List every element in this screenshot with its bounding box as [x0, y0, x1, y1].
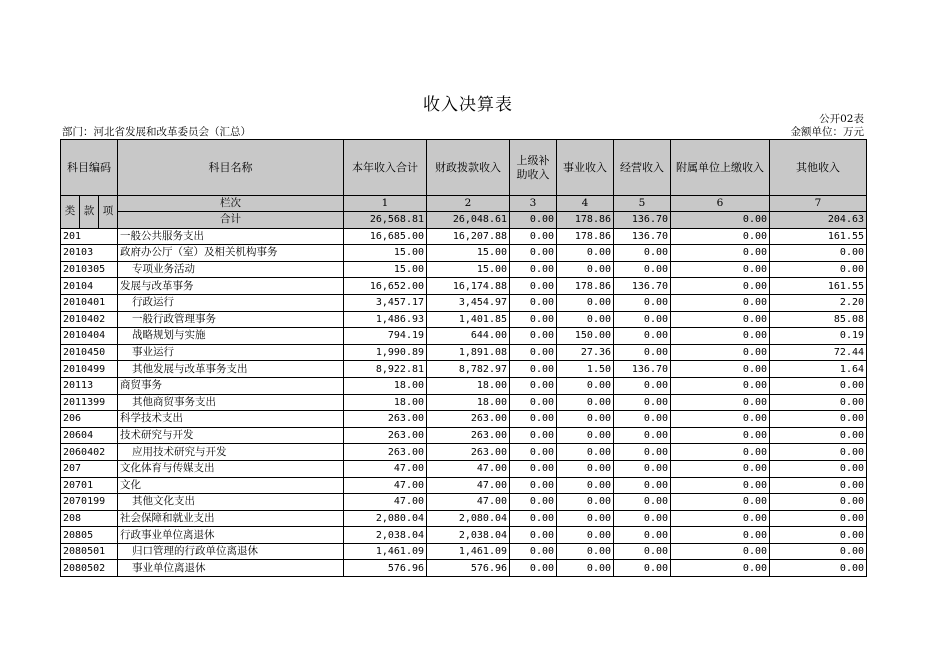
table-row	[61, 394, 867, 411]
row-value: 3,457.17	[344, 294, 427, 311]
row-value: 0.00	[510, 344, 557, 361]
row-value: 0.00	[614, 245, 671, 262]
row-value: 0.00	[671, 444, 770, 461]
table-row	[61, 228, 867, 245]
row-value: 263.00	[344, 411, 427, 428]
row-value: 0.00	[557, 510, 614, 527]
row-value: 0.00	[671, 411, 770, 428]
row-value: 0.00	[671, 494, 770, 511]
row-code: 20104	[61, 278, 118, 295]
row-value: 1,401.85	[427, 311, 510, 328]
row-value: 0.00	[671, 427, 770, 444]
row-name: 事业单位离退休	[118, 560, 344, 577]
row-code: 20701	[61, 477, 118, 494]
row-value: 0.00	[510, 494, 557, 511]
row-value: 1,486.93	[344, 311, 427, 328]
row-code: 2010404	[61, 328, 118, 345]
col-num: 1	[344, 196, 427, 212]
row-value: 0.00	[770, 477, 867, 494]
row-value: 0.00	[510, 427, 557, 444]
department-label: 部门：河北省发展和改革委员会（汇总）	[62, 126, 251, 138]
row-value: 0.00	[557, 444, 614, 461]
table-row	[61, 411, 867, 428]
row-name: 一般公共服务支出	[118, 228, 344, 245]
row-value: 1,891.08	[427, 344, 510, 361]
header-col5: 经营收入	[614, 140, 671, 196]
row-value: 15.00	[344, 261, 427, 278]
row-value: 644.00	[427, 328, 510, 345]
row-code: 2080501	[61, 543, 118, 560]
row-value: 0.00	[557, 294, 614, 311]
col-num: 3	[510, 196, 557, 212]
row-code: 2060402	[61, 444, 118, 461]
row-code: 2010305	[61, 261, 118, 278]
row-value: 0.00	[671, 245, 770, 262]
header-col4: 事业收入	[557, 140, 614, 196]
row-value: 15.00	[344, 245, 427, 262]
col-num: 7	[770, 196, 867, 212]
row-value: 0.00	[671, 394, 770, 411]
row-value: 0.00	[770, 510, 867, 527]
row-value: 0.00	[671, 311, 770, 328]
row-value: 0.00	[671, 560, 770, 577]
row-value: 0.00	[614, 477, 671, 494]
table-row	[61, 543, 867, 560]
row-code: 206	[61, 411, 118, 428]
row-value: 1,990.89	[344, 344, 427, 361]
header-col6: 附属单位上缴收入	[671, 140, 770, 196]
row-value: 0.00	[557, 261, 614, 278]
row-name: 政府办公厅（室）及相关机构事务	[118, 245, 344, 262]
row-value: 0.00	[510, 228, 557, 245]
row-value: 0.00	[671, 477, 770, 494]
row-value: 18.00	[427, 377, 510, 394]
row-code: 207	[61, 460, 118, 477]
row-value: 263.00	[427, 444, 510, 461]
row-value: 0.00	[770, 460, 867, 477]
row-name: 应用技术研究与开发	[118, 444, 344, 461]
total-label: 合计	[118, 212, 344, 229]
row-name: 文化体育与传媒支出	[118, 460, 344, 477]
row-value: 0.00	[770, 444, 867, 461]
row-value: 0.00	[510, 411, 557, 428]
row-value: 15.00	[427, 261, 510, 278]
row-code: 208	[61, 510, 118, 527]
total-value: 0.00	[671, 212, 770, 229]
total-value: 178.86	[557, 212, 614, 229]
row-code: 201	[61, 228, 118, 245]
row-value: 0.00	[614, 344, 671, 361]
row-name: 发展与改革事务	[118, 278, 344, 295]
row-value: 150.00	[557, 328, 614, 345]
table-row	[61, 560, 867, 577]
row-value: 0.00	[671, 261, 770, 278]
row-value: 0.00	[614, 261, 671, 278]
table-row	[61, 510, 867, 527]
row-name: 行政事业单位离退休	[118, 527, 344, 544]
row-value: 47.00	[344, 460, 427, 477]
row-value: 0.00	[770, 427, 867, 444]
row-value: 794.19	[344, 328, 427, 345]
row-value: 0.00	[557, 460, 614, 477]
col-num: 4	[557, 196, 614, 212]
row-value: 47.00	[427, 494, 510, 511]
row-value: 2,038.04	[427, 527, 510, 544]
row-value: 0.00	[770, 394, 867, 411]
row-code: 2010401	[61, 294, 118, 311]
row-value: 0.00	[557, 527, 614, 544]
row-value: 0.00	[510, 444, 557, 461]
row-value: 0.00	[510, 510, 557, 527]
total-value: 26,048.61	[427, 212, 510, 229]
row-value: 0.00	[614, 494, 671, 511]
row-value: 576.96	[427, 560, 510, 577]
row-value: 0.00	[671, 527, 770, 544]
row-value: 0.00	[614, 394, 671, 411]
header-col7: 其他收入	[770, 140, 867, 196]
total-value: 204.63	[770, 212, 867, 229]
row-value: 136.70	[614, 361, 671, 378]
row-value: 0.00	[671, 543, 770, 560]
row-value: 178.86	[557, 228, 614, 245]
row-value: 15.00	[427, 245, 510, 262]
row-value: 0.00	[510, 460, 557, 477]
row-value: 0.00	[770, 377, 867, 394]
row-value: 178.86	[557, 278, 614, 295]
row-code: 2010450	[61, 344, 118, 361]
row-code: 20103	[61, 245, 118, 262]
table-row	[61, 344, 867, 361]
row-value: 0.00	[671, 328, 770, 345]
row-value: 136.70	[614, 228, 671, 245]
row-value: 0.00	[510, 245, 557, 262]
row-code: 2070199	[61, 494, 118, 511]
row-value: 0.00	[614, 527, 671, 544]
row-value: 0.00	[510, 527, 557, 544]
row-value: 0.00	[510, 361, 557, 378]
table-row	[61, 477, 867, 494]
row-value: 18.00	[344, 377, 427, 394]
row-value: 0.00	[614, 377, 671, 394]
table-row	[61, 261, 867, 278]
row-name: 技术研究与开发	[118, 427, 344, 444]
col-num: 6	[671, 196, 770, 212]
row-value: 0.00	[671, 361, 770, 378]
row-value: 0.00	[557, 245, 614, 262]
row-value: 0.00	[557, 394, 614, 411]
row-value: 8,922.81	[344, 361, 427, 378]
total-value: 26,568.81	[344, 212, 427, 229]
header-col3: 上级补助收入	[510, 140, 557, 196]
row-value: 0.00	[614, 444, 671, 461]
unit-label: 金额单位：万元	[790, 126, 864, 138]
row-value: 0.00	[770, 245, 867, 262]
row-value: 2,080.04	[427, 510, 510, 527]
row-value: 0.00	[614, 311, 671, 328]
row-value: 0.00	[770, 411, 867, 428]
header-kuan: 款	[80, 196, 99, 229]
row-value: 3,454.97	[427, 294, 510, 311]
row-name: 归口管理的行政单位离退休	[118, 543, 344, 560]
row-value: 0.00	[770, 527, 867, 544]
row-value: 263.00	[344, 444, 427, 461]
row-value: 0.00	[510, 261, 557, 278]
row-value: 0.00	[671, 510, 770, 527]
row-value: 576.96	[344, 560, 427, 577]
row-value: 0.00	[671, 377, 770, 394]
header-code: 科目编码	[61, 140, 118, 196]
row-value: 136.70	[614, 278, 671, 295]
row-value: 18.00	[344, 394, 427, 411]
row-value: 8,782.97	[427, 361, 510, 378]
col-num: 5	[614, 196, 671, 212]
row-value: 0.00	[557, 411, 614, 428]
table-row	[61, 460, 867, 477]
row-value: 0.00	[557, 494, 614, 511]
row-value: 16,652.00	[344, 278, 427, 295]
table-row	[61, 377, 867, 394]
row-code: 2080502	[61, 560, 118, 577]
table-row	[61, 427, 867, 444]
row-value: 16,174.88	[427, 278, 510, 295]
row-value: 161.55	[770, 278, 867, 295]
row-value: 263.00	[344, 427, 427, 444]
table-row	[61, 311, 867, 328]
row-value: 0.00	[557, 427, 614, 444]
row-code: 20805	[61, 527, 118, 544]
row-value: 18.00	[427, 394, 510, 411]
col-num: 2	[427, 196, 510, 212]
header-name: 科目名称	[118, 140, 344, 196]
row-value: 0.00	[614, 411, 671, 428]
row-value: 0.00	[770, 261, 867, 278]
row-value: 0.00	[510, 294, 557, 311]
row-name: 其他文化支出	[118, 494, 344, 511]
row-name: 科学技术支出	[118, 411, 344, 428]
header-col1: 本年收入合计	[344, 140, 427, 196]
row-name: 社会保障和就业支出	[118, 510, 344, 527]
income-table	[60, 139, 867, 577]
total-row	[61, 212, 867, 229]
table-row	[61, 527, 867, 544]
row-value: 0.00	[510, 394, 557, 411]
row-value: 0.00	[510, 311, 557, 328]
row-value: 0.00	[614, 510, 671, 527]
row-value: 0.00	[671, 278, 770, 295]
header-lanci: 栏次	[118, 196, 344, 212]
row-value: 47.00	[427, 477, 510, 494]
row-name: 其他商贸事务支出	[118, 394, 344, 411]
row-name: 事业运行	[118, 344, 344, 361]
row-value: 1.64	[770, 361, 867, 378]
row-value: 0.00	[671, 344, 770, 361]
table-row	[61, 444, 867, 461]
table-row	[61, 361, 867, 378]
total-value: 0.00	[510, 212, 557, 229]
row-value: 0.00	[614, 294, 671, 311]
row-value: 85.08	[770, 311, 867, 328]
row-value: 0.00	[614, 543, 671, 560]
row-code: 2010402	[61, 311, 118, 328]
row-value: 263.00	[427, 411, 510, 428]
row-value: 0.00	[671, 294, 770, 311]
row-code: 2011399	[61, 394, 118, 411]
row-value: 263.00	[427, 427, 510, 444]
header-xiang: 项	[99, 196, 118, 229]
row-value: 16,207.88	[427, 228, 510, 245]
row-value: 0.00	[510, 278, 557, 295]
row-name: 专项业务活动	[118, 261, 344, 278]
row-value: 0.00	[770, 543, 867, 560]
row-name: 文化	[118, 477, 344, 494]
row-value: 47.00	[344, 477, 427, 494]
table-row	[61, 494, 867, 511]
row-name: 商贸事务	[118, 377, 344, 394]
total-value: 136.70	[614, 212, 671, 229]
form-code: 公开02表	[819, 113, 864, 125]
row-code: 20604	[61, 427, 118, 444]
row-value: 72.44	[770, 344, 867, 361]
row-value: 0.00	[671, 460, 770, 477]
table-row	[61, 278, 867, 295]
row-name: 行政运行	[118, 294, 344, 311]
row-value: 47.00	[427, 460, 510, 477]
row-value: 0.00	[510, 477, 557, 494]
row-value: 0.00	[614, 427, 671, 444]
row-value: 2,038.04	[344, 527, 427, 544]
row-value: 16,685.00	[344, 228, 427, 245]
row-code: 2010499	[61, 361, 118, 378]
row-value: 0.00	[614, 328, 671, 345]
row-value: 47.00	[344, 494, 427, 511]
row-value: 0.00	[510, 377, 557, 394]
row-value: 0.00	[614, 460, 671, 477]
row-code: 20113	[61, 377, 118, 394]
row-value: 0.00	[671, 228, 770, 245]
page-title: 收入决算表	[423, 95, 513, 115]
row-value: 2,080.04	[344, 510, 427, 527]
row-value: 0.00	[510, 328, 557, 345]
row-value: 1,461.09	[344, 543, 427, 560]
row-value: 0.00	[770, 494, 867, 511]
row-value: 0.00	[557, 560, 614, 577]
table-row	[61, 245, 867, 262]
row-value: 0.00	[770, 560, 867, 577]
row-value: 0.00	[557, 377, 614, 394]
row-value: 0.19	[770, 328, 867, 345]
table-row	[61, 328, 867, 345]
row-value: 0.00	[510, 560, 557, 577]
row-value: 0.00	[510, 543, 557, 560]
row-value: 1,461.09	[427, 543, 510, 560]
row-value: 0.00	[557, 543, 614, 560]
row-value: 1.50	[557, 361, 614, 378]
row-value: 0.00	[614, 560, 671, 577]
table-row	[61, 294, 867, 311]
row-value: 0.00	[557, 311, 614, 328]
row-name: 一般行政管理事务	[118, 311, 344, 328]
header-col2: 财政拨款收入	[427, 140, 510, 196]
row-value: 2.20	[770, 294, 867, 311]
row-value: 0.00	[557, 477, 614, 494]
row-name: 战略规划与实施	[118, 328, 344, 345]
header-lei: 类	[61, 196, 80, 229]
row-value: 161.55	[770, 228, 867, 245]
row-name: 其他发展与改革事务支出	[118, 361, 344, 378]
row-value: 27.36	[557, 344, 614, 361]
